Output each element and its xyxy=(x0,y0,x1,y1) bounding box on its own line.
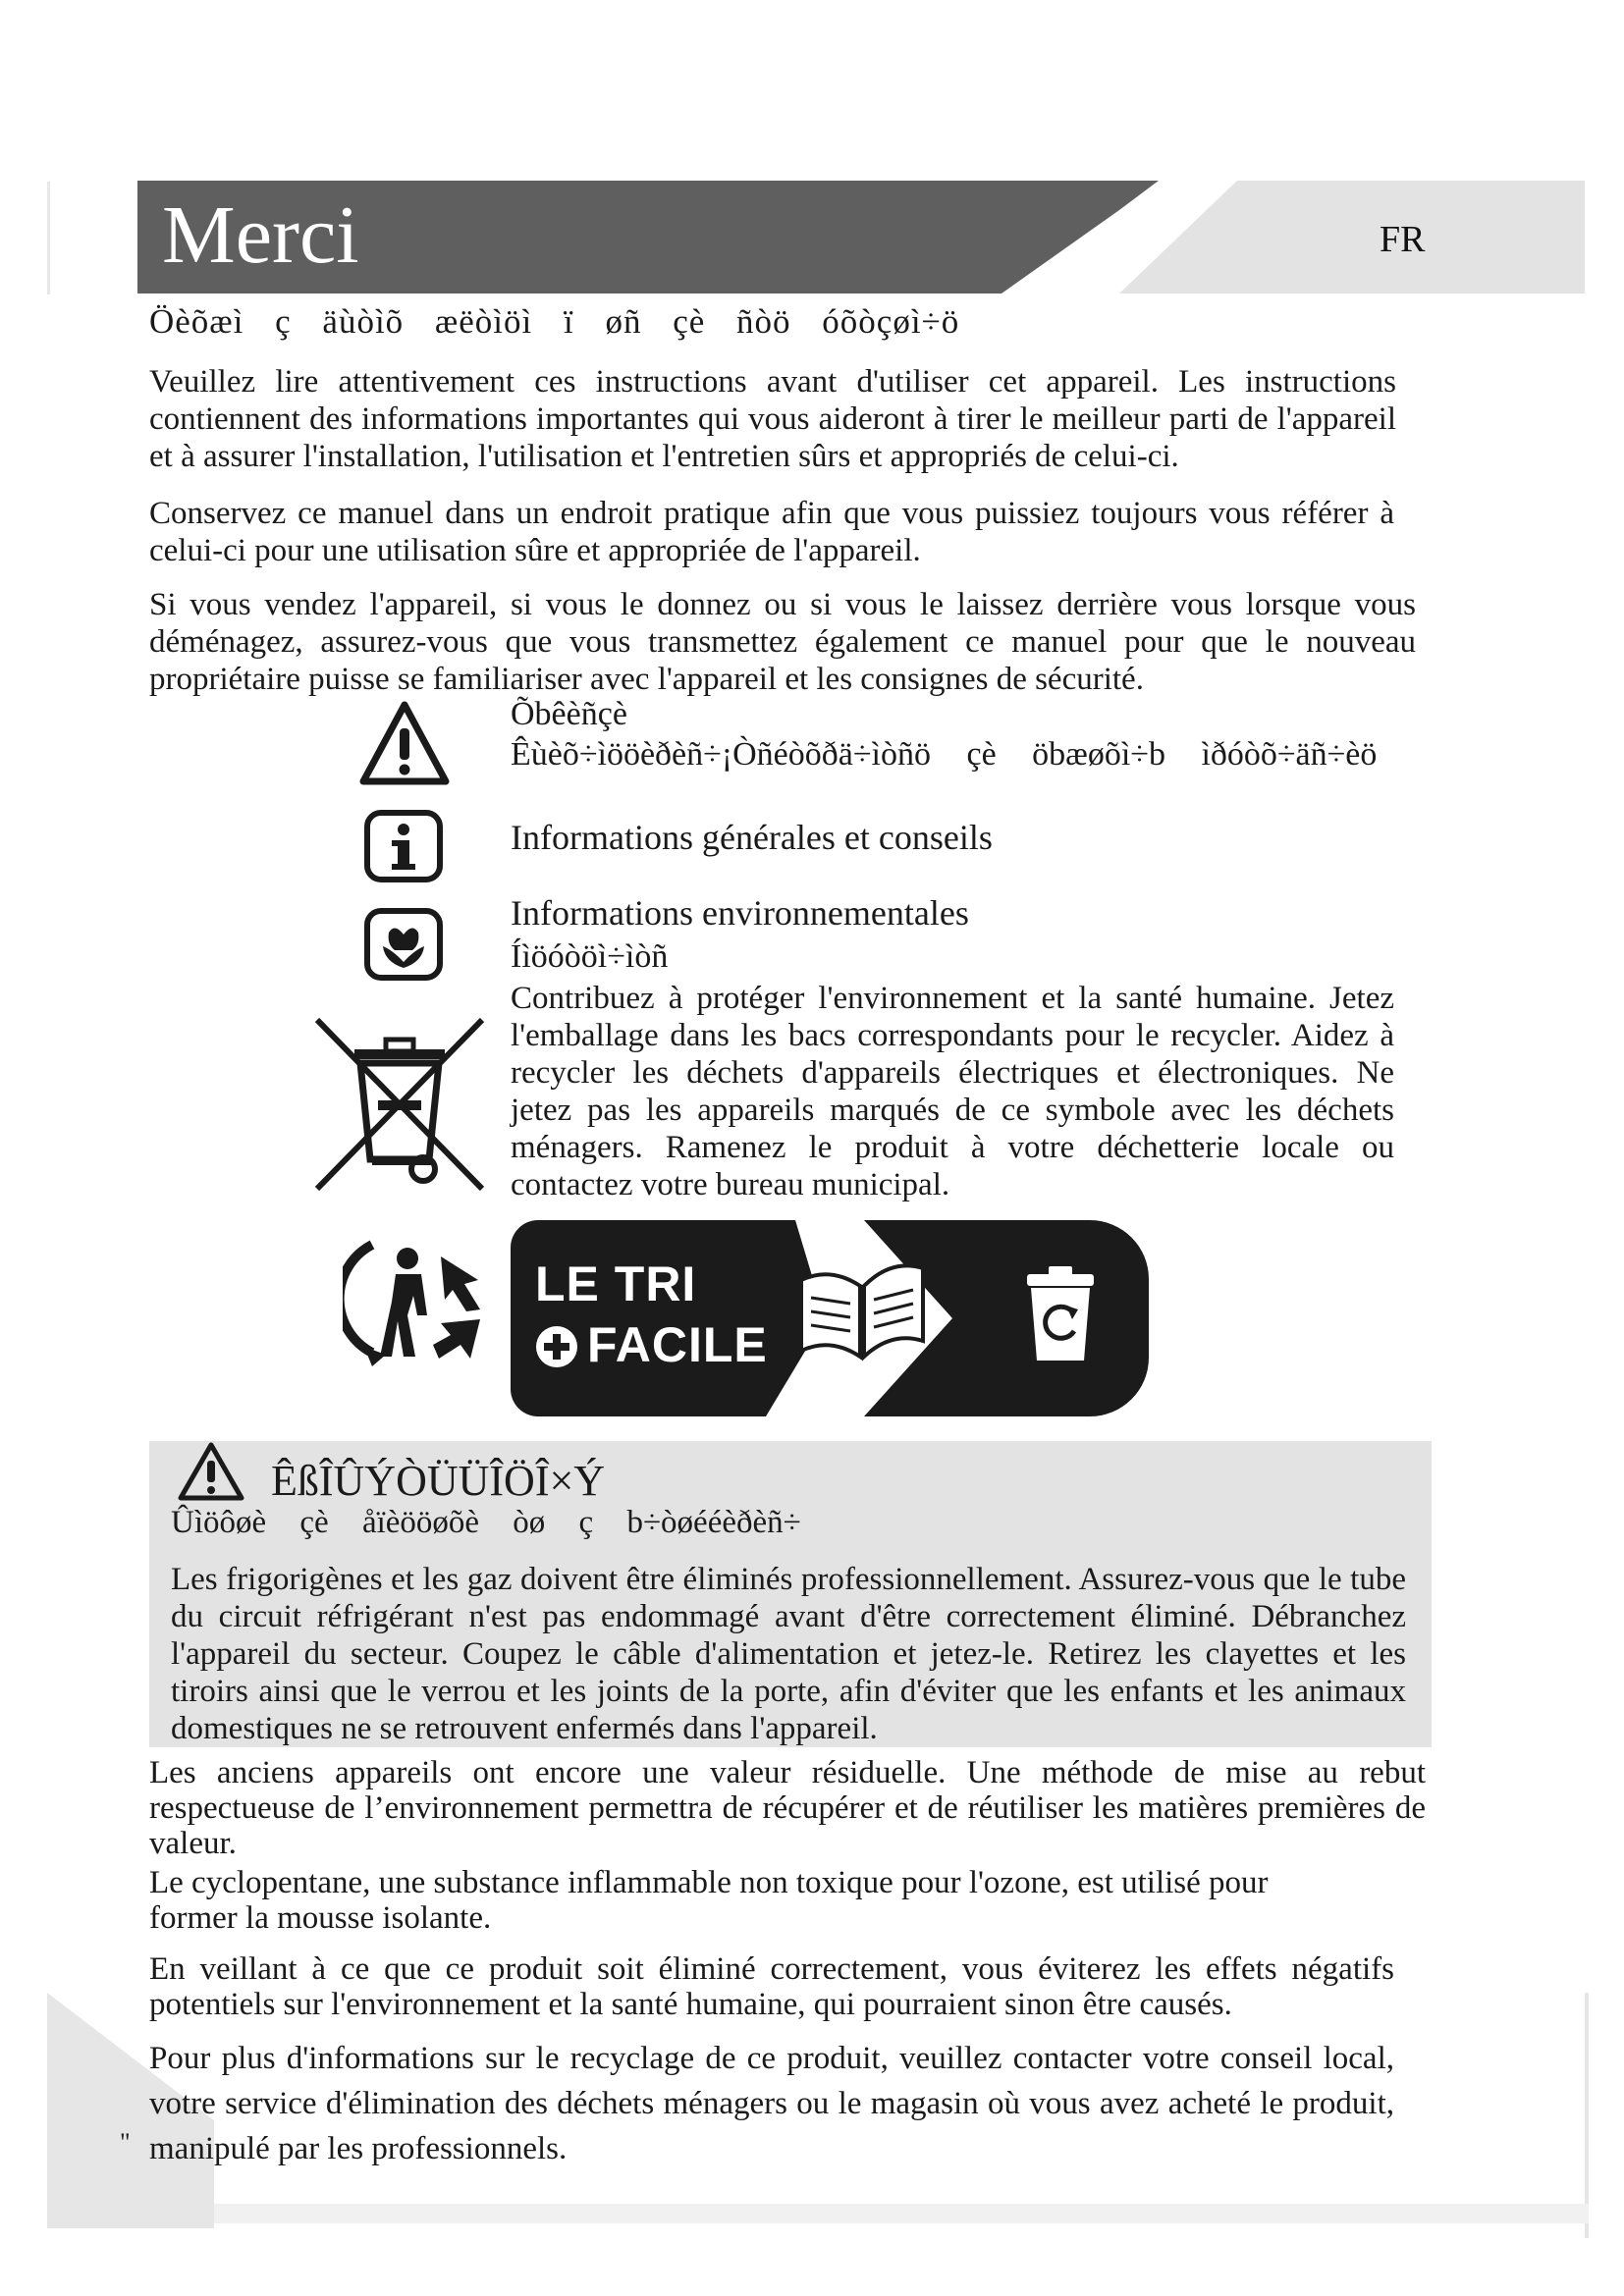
environment-legend-label: Informations environnementales xyxy=(511,893,969,933)
info-icon xyxy=(361,807,446,885)
warning-box-subtitle: Ûìöôøè çè åïèööøõè òø ç b÷òøééèðèñ÷ xyxy=(171,1505,801,1540)
closing-paragraph-2: Le cyclopentane, une substance inflammable non toxique pour l'ozone, est utilisé pour former la mousse isolante. xyxy=(149,1865,1269,1936)
warning-triangle-icon xyxy=(355,699,454,787)
closing-paragraph-1: Les anciens appareils ont encore une valeur résiduelle. Une méthode de mise au rebut respectueuse de l’environnement permettra de récupérer et de réutiliser les matières premières de valeur. xyxy=(149,1755,1426,1861)
warning-box-triangle-icon xyxy=(177,1441,245,1502)
info-legend-label: Informations générales et conseils xyxy=(511,818,993,857)
recycle-bin-icon xyxy=(1021,1266,1100,1364)
warning-legend-description: Êùèõ÷ìööèðèñ÷¡Òñéòõðä÷ìòñö çè öbæøõì÷b ìðóòõ÷äñ÷èö xyxy=(511,736,1378,773)
tri-badge-line-2: FACILE xyxy=(587,1317,768,1372)
header-light-band xyxy=(1119,181,1585,294)
plus-circle-icon xyxy=(535,1325,578,1368)
page-edge-bottom xyxy=(47,2204,1589,2223)
language-code: FR xyxy=(1380,219,1426,260)
recycle-legend-title: Íìöóòöì÷ìòñ xyxy=(511,938,669,975)
open-book-icon xyxy=(793,1258,931,1366)
page-marker: " xyxy=(120,2128,131,2157)
triman-recycling-icon xyxy=(342,1220,499,1377)
intro-paragraph-2: Conservez ce manuel dans un endroit pratique afin que vous puissiez toujours vous référer à celui-ci pour une utilisation sûre et appropriée de l'appareil. xyxy=(149,496,1394,568)
intro-paragraph-1: Veuillez lire attentivement ces instructions avant d'utiliser cet appareil. Les instructions contiennent des informations importantes qui vous aideront à tirer le meilleur parti de l'appareil et à assurer l'installation, l'utilisation et l'entretien sûrs et appropriés de celui-ci. xyxy=(149,364,1396,474)
intro-paragraph-3: Si vous vendez l'appareil, si vous le donnez ou si vous le laissez derrière vous lorsque vous déménagez, assurez-vous que vous transmettez également ce manuel pour que le nouveau propriétaire puisse se familiariser avec l'appareil et les consignes de sécurité. xyxy=(149,587,1416,697)
warning-box-text: Les frigorigènes et les gaz doivent être éliminés professionnellement. Assurez-vous que le tube du circuit réfrigérant n'est pas endommagé avant d'être correctement éliminé. Débranchez l'appareil du secteur. Coupez le câble d'alimentation et jetez-le. Retirez les clayettes et les tiroirs ainsi que le verrou et les joints de la porte, afin d'éviter que les enfants et les animaux domestiques ne se retrouvent enfermés dans l'appareil. xyxy=(171,1562,1406,1746)
closing-paragraph-4: Pour plus d'informations sur le recyclage de ce produit, veuillez contacter votre conseil local, votre service d'élimination des déchets ménagers ou le magasin où vous avez acheté le produit, manipulé par les professionnels. xyxy=(149,2041,1394,2166)
page-title: Merci xyxy=(162,189,359,281)
intro-heading: Öèõæì ç äùòìõ æëòìöì ï øñ çè ñòö óõòçøì÷ö xyxy=(149,302,960,341)
warning-legend-title: Õbêèñçè xyxy=(511,696,627,732)
tri-badge-line-1: LE TRI xyxy=(535,1256,697,1311)
environment-flower-icon xyxy=(361,905,446,984)
crossed-out-bin-icon xyxy=(306,1011,493,1198)
page-edge-right xyxy=(1585,1993,1589,2238)
page-edge-left xyxy=(47,182,50,294)
recycle-legend-text: Contribuez à protéger l'environnement et la santé humaine. Jetez l'emballage dans les bacs correspondants pour le recycler. Aidez à recycler les déchets d'appareils électriques et électroniques. Ne jetez pas les appareils marqués de ce symbole avec les déchets ménagers. Ramenez le produit à votre déchetterie locale ou contactez votre bureau municipal. xyxy=(511,981,1394,1202)
closing-paragraph-3: En veillant à ce que ce produit soit éliminé correctement, vous éviterez les effets négatifs potentiels sur l'environnement et la santé humaine, qui pourraient sinon être causés. xyxy=(149,1951,1394,2022)
warning-box-title: ÊßÎÛÝÒÜÜÎÖÎ×Ý xyxy=(271,1457,606,1505)
